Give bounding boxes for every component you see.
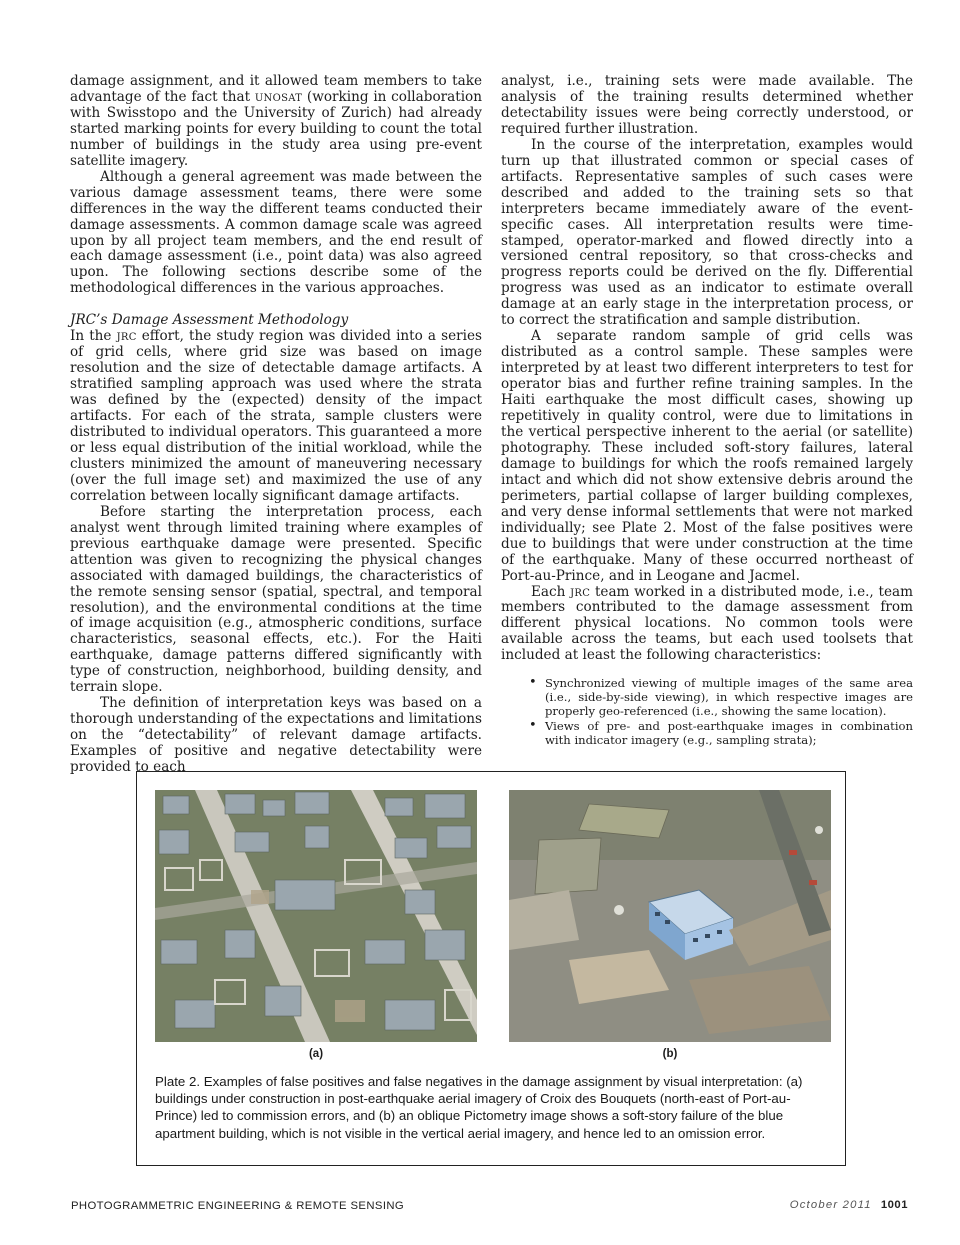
aerial-image-a [155,790,477,1042]
issue-date: October 2011 [789,1199,872,1211]
section-heading: JRC’s Damage Assessment Methodology [70,312,349,329]
plate-label-a: (a) [308,1048,324,1060]
paragraph: Each jrc team worked in a distributed mode, i.e., team members contributed to the damage assessment from different physical locations. No common tools were available across the teams, but each used toolsets that included at least the following characteristics: [501,583,913,664]
paragraph: Before starting the interpretation process, each analyst went through limited training where examples of previous earthquake damage were presented. Specific attention was given to recognizing the physical changes associated with damaged buildings, the characteristics of the remote sensing sensor (spatial, spectral, and temporal resolution), and the environmental conditions at the time of image acquisition (e.g., atmospheric conditions, surface characteristics, seasonal effects, etc.). For the Haiti earthquake, damage patterns differed significantly with type of construction, neighborhood, building density, and terrain slope. [70,503,482,696]
left-column [70,74,482,776]
aerial-photo-a [155,790,477,1042]
journal-name: PHOTOGRAMMETRIC ENGINEERING & REMOTE SENSING [71,1200,405,1212]
right-column [501,74,913,748]
page-number: 1001 [880,1199,908,1211]
plate-figure [136,771,846,1166]
paragraph: Although a general agreement was made between the various damage assessment teams, there were some differences in the way the different teams conducted their damage assessments. A common damage scale was agreed upon by all project team members, and the end result of each damage assessment (i.e., point data) was also agreed upon. The following sections describe some of the methodological differences in the various approaches. [70,168,482,297]
paragraph: damage assignment, and it allowed team members to take advantage of the fact that unosat (working in collaboration with Swisstopo and the University of Zurich) had already started marking points for every building to count the total number of buildings in the study area using pre-event satellite imagery. [70,73,482,169]
page-footer [790,1199,908,1211]
oblique-photo-b [509,790,831,1042]
paragraph: analyst, i.e., training sets were made available. The analysis of the training results determined whether detectability issues were being correctly understood, or required further illustration. [501,73,913,137]
oblique-image-b [509,790,831,1042]
paragraph: A separate random sample of grid cells was distributed as a control sample. These samples were interpreted by at least two different interpreters to test for operator bias and further refine training samples. In the Haiti earthquake the most difficult cases, showing up repetitively in quality control, were due to limitations in the vertical perspective inherent to the aerial (or satellite) photography. These included soft-story failures, lateral damage to buildings for which the roofs remained largely intact and which did not show extensive debris around the perimeters, partial collapse of larger building complexes, and very dense informal settlements that were not marked individually; see Plate 2. Most of the false positives were due to buildings that were under construction at the time of the earthquake. Many of these occurred northeast of Port-au-Prince, and in Leogane and Jacmel. [501,328,913,584]
plate-caption: Plate 2. Examples of false positives and false negatives in the damage assignment by visual interpretation: (a) buildings under construction in post-earthquake aerial imagery of Croix des Bouquets (north-east of Port-au-Prince) led to commission errors, and (b) an oblique Pictometry image shows a soft-story failure of the blue apartment building, which is not visible in the vertical aerial imagery, and hence led to an omission error. [155,1074,803,1141]
list-item: • Views of pre- and post-earthquake images in combination with indicator imagery (e.g., sampling strata); [545,719,913,747]
paragraph: In the jrc effort, the study region was divided into a series of grid cells, where grid size was based on image resolution and the size of detectable damage artifacts. A stratified sampling approach was used where the strata was defined by the (expected) density of the impact artifacts. For each of the strata, sample clusters were distributed to individual operators. This guaranteed a more or less equal distribution of the initial workload, while the clusters minimized the amount of maneuvering necessary (over the full image set) and maximized the use of any correlation between locally significant damage artifacts. [70,328,482,504]
bullet-list [501,676,913,747]
plate-label-b: (b) [662,1048,678,1060]
list-item: • Synchronized viewing of multiple images of the same area (i.e., side-by-side viewing), in which respective images are properly geo-referenced (i.e., showing the same location). [545,676,913,718]
paragraph: In the course of the interpretation, examples would turn up that illustrated common or special cases of artifacts. Representative samples of such cases were described and added to the training sets so that interpreters became immediately aware of the event-specific cases. All interpretation results were time-stamped, operator-marked and flowed directly into a versioned central repository, so that cross-checks and progress reports could be derived on the fly. Differential progress was used as an indicator to estimate overall damage at an early stage in the interpretation process, or to correct the stratification and sample distribution. [501,136,913,329]
paragraph: The definition of interpretation keys was based on a thorough understanding of the expectations and limitations on the “detectability” of relevant damage artifacts. Examples of positive and negative detectability were provided to each [70,695,482,776]
